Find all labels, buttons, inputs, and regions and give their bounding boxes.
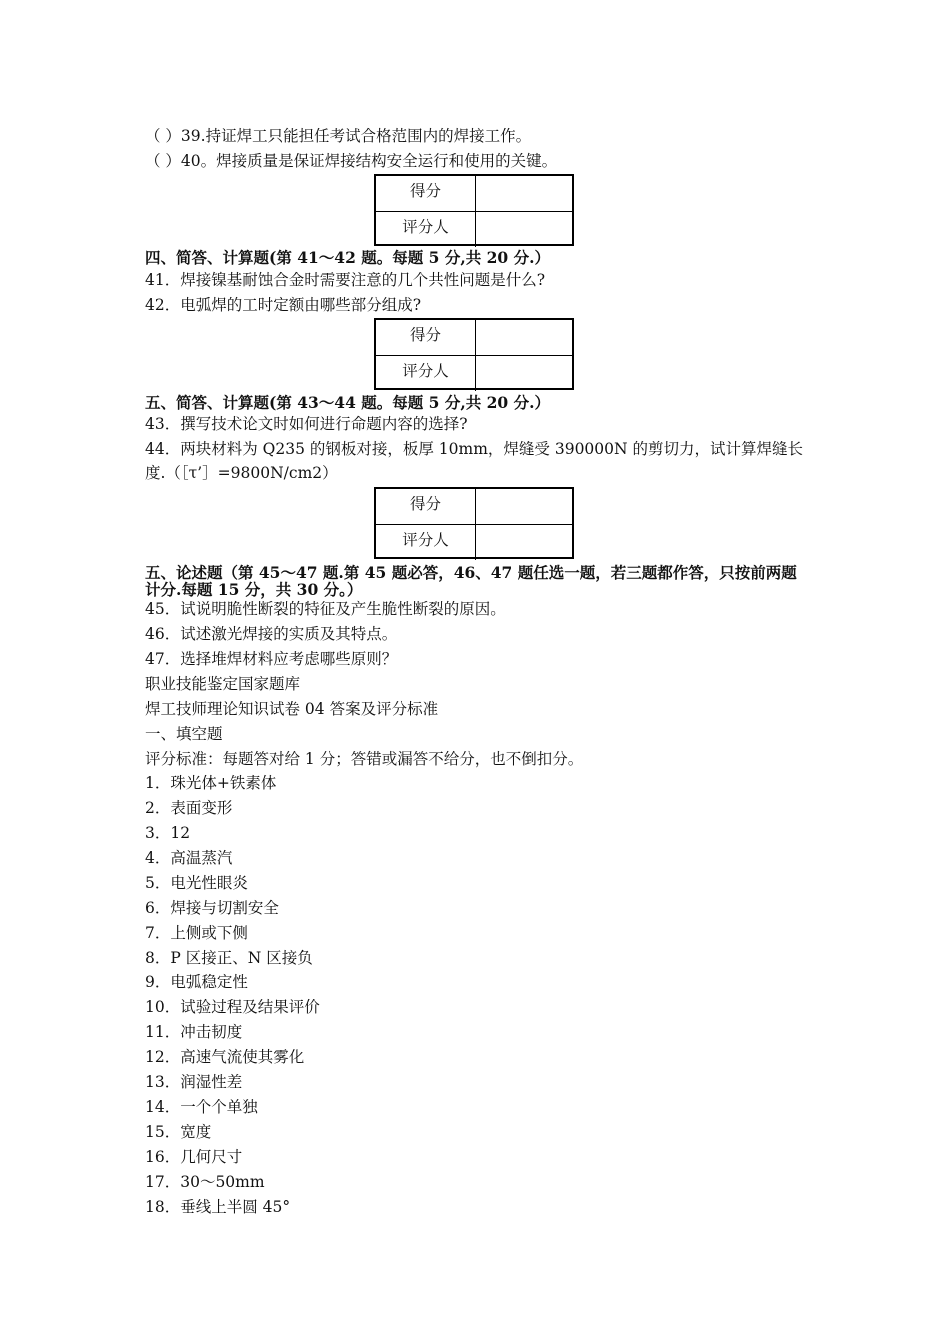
answer-item: 1．珠光体+铁素体	[145, 774, 277, 792]
answer-item: 4．高温蒸汽	[145, 849, 233, 867]
answer-item: 9．电弧稳定性	[145, 973, 248, 991]
answer-item: 16．几何尺寸	[145, 1148, 243, 1166]
question-44-line1: 44．两块材料为 Q235 的钢板对接，板厚 10mm，焊缝受 390000N 的剪切力，试计算焊缝长	[145, 440, 804, 458]
answer-item: 7．上侧或下侧	[145, 924, 248, 942]
score-row	[376, 320, 572, 355]
question-47: 47．选择堆焊材料应考虑哪些原则？	[145, 650, 398, 668]
answer-item: 10．试验过程及结果评价	[145, 998, 320, 1016]
score-cell	[476, 320, 572, 355]
question-41: 41．焊接镍基耐蚀合金时需要注意的几个共性问题是什么?	[145, 271, 546, 289]
answer-sheet-title: 焊工技师理论知识试卷 04 答案及评分标准	[145, 700, 439, 718]
answer-part-1: 一、填空题	[145, 725, 223, 743]
grader-cell	[476, 212, 572, 247]
answer-item: 12．高速气流使其雾化	[145, 1048, 305, 1066]
section-5b-title-line2: 计分.每题 15 分，共 30 分。）	[145, 580, 363, 599]
question-39: （ ）39.持证焊工只能担任考试合格范围内的焊接工作。	[145, 127, 532, 145]
answer-item: 2．表面变形	[145, 799, 233, 817]
answer-item: 18．垂线上半圆 45°	[145, 1198, 291, 1216]
answer-item: 14．一个个单独	[145, 1098, 258, 1116]
score-cell	[476, 489, 572, 524]
score-table-2	[374, 318, 574, 390]
grader-label: 评分人	[376, 212, 476, 247]
score-label: 得分	[376, 320, 476, 355]
answer-item: 17．30～50mm	[145, 1173, 265, 1191]
answer-item: 13．润湿性差	[145, 1073, 243, 1091]
answer-bank-title: 职业技能鉴定国家题库	[145, 675, 301, 693]
question-43: 43．撰写技术论文时如何进行命题内容的选择?	[145, 415, 468, 433]
answer-item: 11．冲击韧度	[145, 1023, 243, 1041]
grader-row	[376, 524, 572, 560]
question-45: 45．试说明脆性断裂的特征及产生脆性断裂的原因。	[145, 600, 506, 618]
question-42: 42．电弧焊的工时定额由哪些部分组成?	[145, 296, 422, 314]
score-label: 得分	[376, 489, 476, 524]
section-4-title: 四、简答、计算题(第 41～42 题。每题 5 分,共 20 分.）	[145, 248, 550, 267]
grader-row	[376, 211, 572, 247]
answer-item: 8．P 区接正、N 区接负	[145, 949, 313, 967]
grader-row	[376, 355, 572, 391]
grader-label: 评分人	[376, 356, 476, 391]
grader-label: 评分人	[376, 525, 476, 560]
section-5a-title: 五、简答、计算题(第 43～44 题。每题 5 分,共 20 分.）	[145, 393, 550, 412]
score-table-3	[374, 487, 574, 559]
score-row	[376, 176, 572, 211]
answer-item: 6．焊接与切割安全	[145, 899, 279, 917]
grader-cell	[476, 356, 572, 391]
score-cell	[476, 176, 572, 211]
answer-item: 15．宽度	[145, 1123, 212, 1141]
question-46: 46．试述激光焊接的实质及其特点。	[145, 625, 398, 643]
scoring-criteria: 评分标准：每题答对给 1 分；答错或漏答不给分，也不倒扣分。	[145, 750, 584, 768]
score-table-1	[374, 174, 574, 246]
score-row	[376, 489, 572, 524]
question-40: （ ）40。焊接质量是保证焊接结构安全运行和使用的关键。	[145, 152, 558, 170]
answer-item: 5．电光性眼炎	[145, 874, 248, 892]
answer-item: 3．12	[145, 824, 191, 842]
score-label: 得分	[376, 176, 476, 211]
grader-cell	[476, 525, 572, 560]
section-5b-title-line1: 五、论述题（第 45～47 题.第 45 题必答，46、47 题任选一题，若三题都作答，只按前两题	[145, 563, 797, 582]
question-44-line2: 度.（［τ’］=9800N/cm2）	[145, 464, 338, 482]
